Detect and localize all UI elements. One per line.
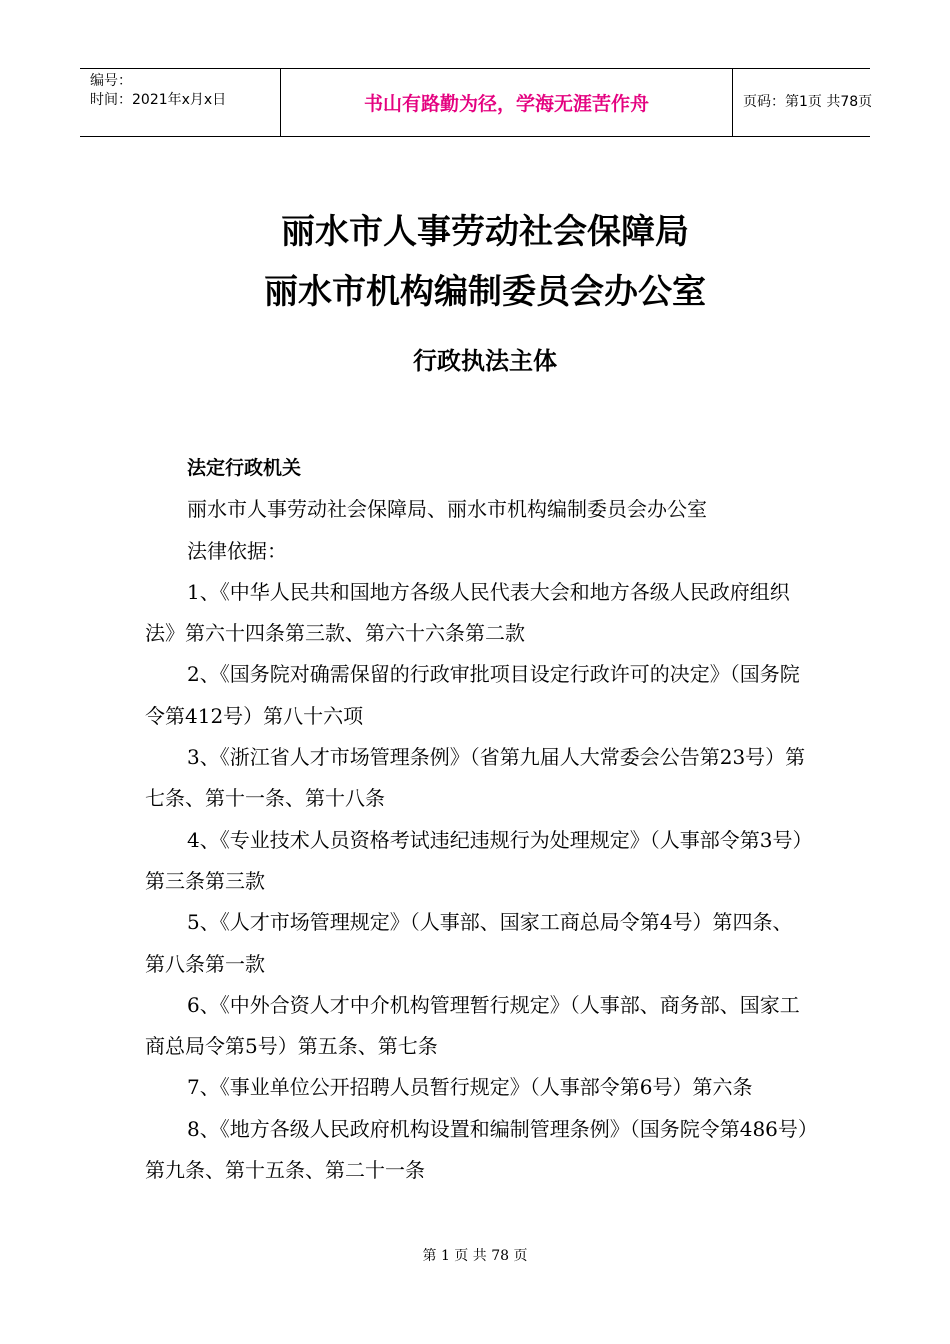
document-body: [145, 448, 810, 1191]
legal-basis-item: 8、《地方各级人民政府机构设置和编制管理条例》（国务院令第486号）第九条、第十五条、第二十一条: [145, 1116, 808, 1183]
header-motto: 书山有路勤为径，学海无涯苦作舟: [363, 93, 649, 115]
legal-basis-item: 4、《专业技术人员资格考试违纪违规行为处理规定》（人事部令第3号）第三条第三款: [145, 827, 803, 893]
agency-names: 丽水市人事劳动社会保障局、丽水市机构编制委员会办公室: [187, 497, 707, 522]
document-number-label: 编号：: [90, 73, 132, 89]
legal-basis-item: 6、《中外合资人才中介机构管理暂行规定》（人事部、商务部、国家工商总局令第5号）第五条、第七条: [145, 992, 800, 1059]
document-subtitle: 行政执法主体: [413, 346, 557, 375]
document-title-line-2: 丽水市机构编制委员会办公室: [264, 272, 706, 312]
legal-basis-item: 5、《人才市场管理规定》（人事部、国家工商总局令第4号）第四条、第八条第一款: [145, 910, 793, 976]
header-motto-cell: [280, 69, 733, 136]
legal-basis-item: 1、《中华人民共和国地方各级人民代表大会和地方各级人民政府组织法》第六十四条第三款、第六十六条第二款: [145, 579, 790, 646]
legal-basis-item: 2、《国务院对确需保留的行政审批项目设定行政许可的决定》（国务院令第412号）第八十六项: [145, 662, 800, 728]
header-page-cell: [733, 69, 873, 136]
header-meta-cell: [80, 69, 280, 136]
document-date-label: 时间：2021年x月x日: [90, 92, 227, 108]
header-page-info: 页码：第1页 共78页: [743, 94, 873, 110]
legal-basis-item: 3、《浙江省人才市场管理条例》（省第九届人大常委会公告第23号）第七条、第十一条、第十八条: [145, 745, 806, 811]
section-heading: 法定行政机关: [187, 457, 302, 479]
document-title-line-1: 丽水市人事劳动社会保障局: [281, 212, 689, 252]
document-header: [80, 68, 873, 137]
page-footer: 第 1 页 共 78 页: [422, 1248, 528, 1264]
legal-basis-item: 7、《事业单位公开招聘人员暂行规定》（人事部令第6号）第六条: [187, 1075, 753, 1100]
legal-basis-label: 法律依据：: [187, 538, 287, 563]
